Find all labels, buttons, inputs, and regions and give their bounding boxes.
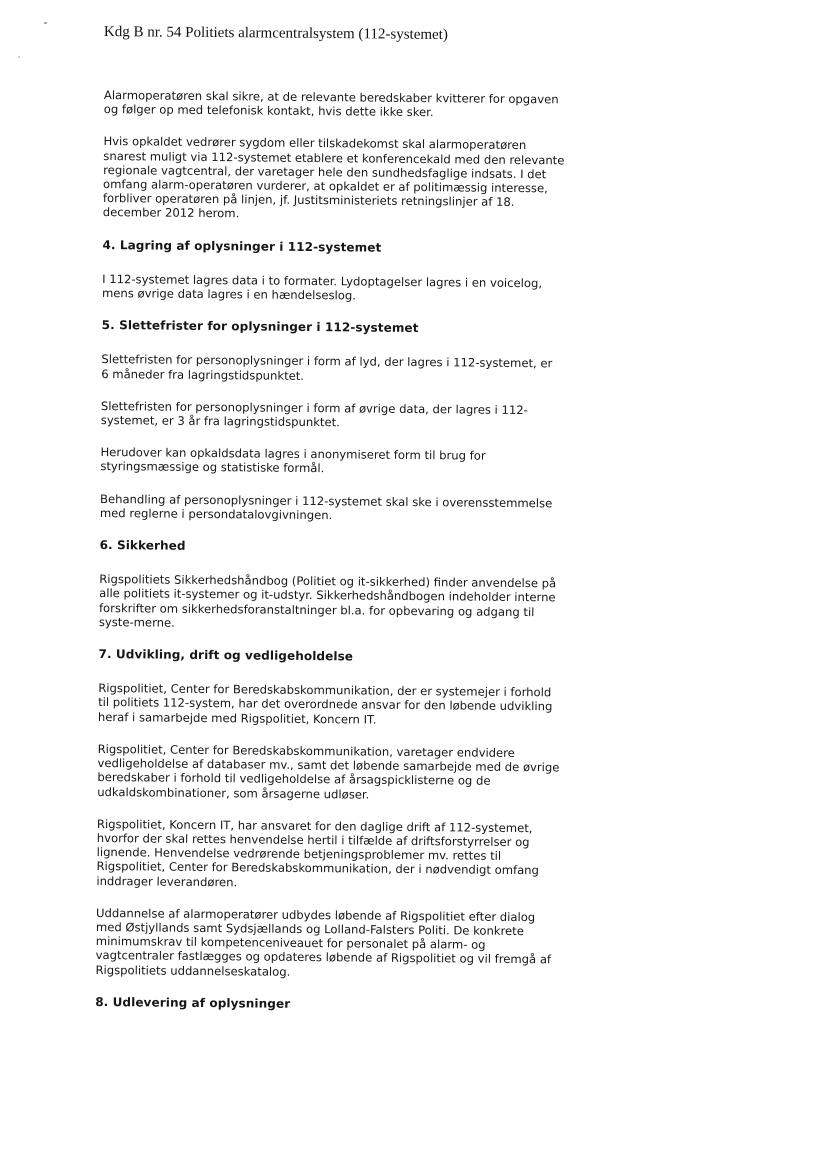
paragraph-database-maintenance: Rigspolitiet, Center for Beredskabskommunikation, varetager endvidere vedligeholdelse af databaser mv., samt det løbende samarbejde med de øvrige beredskaber i forhold til vedligeholdelse af årsagspicklisterne og de udkaldskombinationer, som årsagerne udløser. bbox=[97, 741, 560, 802]
scan-speck bbox=[18, 56, 20, 58]
section-heading-disclosure: 8. Udlevering af oplysninger bbox=[95, 994, 291, 1011]
section-heading-development-operations: 7. Udvikling, drift og vedligeholdelse bbox=[98, 647, 354, 664]
paragraph-security-handbook: Rigspolitiets Sikkerhedshåndbog (Politiet og it-sikkerhed) finder anvendelse på alle politiets it-systemer og it-udstyr. Sikkerhedshåndbogen indeholder interne forskrifter om sikkerhedsforanstaltninger bl.a. for opbevaring og adgang til syste-merne. bbox=[98, 572, 557, 630]
paragraph-system-owner: Rigspolitiet, Center for Beredskabskommunikation, der er systemejer i forhold til politiets 112-system, har det overordnede ansvar for den løbende udvikling heraf i samarbejde med Rigspolitiet, Koncern IT. bbox=[97, 681, 553, 727]
section-heading-deletion-deadlines: 5. Slettefrister for oplysninger i 112-systemet bbox=[101, 318, 419, 336]
scan-speck bbox=[44, 22, 47, 24]
paragraph-anonymised-data: Herudover kan opkaldsdata lagres i anonymiseret form til brug for styringsmæssige og statistiske formål. bbox=[100, 445, 486, 476]
paragraph-operator-training: Uddannelse af alarmoperatører udbydes løbende af Rigspolitiet efter dialog med Østjyllands samt Sydsjællands og Lolland-Falsters Politi. De konkrete minimumskrav til kompetenceniveauet for personalet på alarm- og vagtcentraler fastlægges og opdateres løbende af Rigspolitiet og vil fremgå af Rigspolitiets uddannelseskatalog. bbox=[95, 905, 552, 979]
running-header: Kdg B nr. 54 Politiets alarmcentralsystem (112-systemet) bbox=[103, 24, 448, 44]
document-body bbox=[95, 88, 590, 1034]
paragraph-deletion-other-data: Slettefristen for personoplysninger i form af øvrige data, der lagres i 112- systemet, er 3 år fra lagringstidspunktet. bbox=[100, 398, 528, 430]
paragraph-confirmation: Alarmoperatøren skal sikre, at de relevante beredskaber kvitterer for opgaven og følger op med telefonisk kontakt, hvis dette ikke sker. bbox=[103, 88, 559, 120]
paragraph-data-protection: Behandling af personoplysninger i 112-systemet skal ske i overensstemmelse med reglerne i persondatalovgivningen. bbox=[99, 491, 553, 523]
paragraph-deletion-audio: Slettefristen for personoplysninger i form af lyd, der lagres i 112-systemet, er 6 måneder fra lagringstidspunktet. bbox=[101, 352, 553, 383]
paragraph-illness-conference-call: Hvis opkaldet vedrører sygdom eller tilskadekomst skal alarmoperatøren snarest muligt via 112-systemet etablere et konferencekald med den relevante regionale vagtcentral, der varetager hele den sundhedsfaglige indsats. I det omfang alarm-operatøren vurderer, at opkaldet er af politimæssig interesse, forbliver operatøren på linjen, jf. Justitsministeriets retningslinjer af 18. december 2012 herom. bbox=[102, 134, 565, 221]
section-heading-security: 6. Sikkerhed bbox=[99, 538, 186, 553]
paragraph-storage-formats: I 112-systemet lagres data i to formater. Lydoptagelser lagres i en voicelog, mens øvrige data lagres i en hændelseslog. bbox=[101, 271, 543, 303]
paragraph-daily-operations: Rigspolitiet, Koncern IT, har ansvaret for den daglige drift af 112-systemet, hvorfor der skal rettes henvendelse hertil i tilfælde af driftsforstyrrelser og lignende. Henvendelse vedrørende betjeningsproblemer mv. rettes til Rigspolitiet, Center for Beredskabskommunikation, der i nødvendigt omfang inddrager leverandøren. bbox=[96, 816, 539, 889]
section-heading-storage: 4. Lagring af oplysninger i 112-systemet bbox=[102, 237, 382, 255]
